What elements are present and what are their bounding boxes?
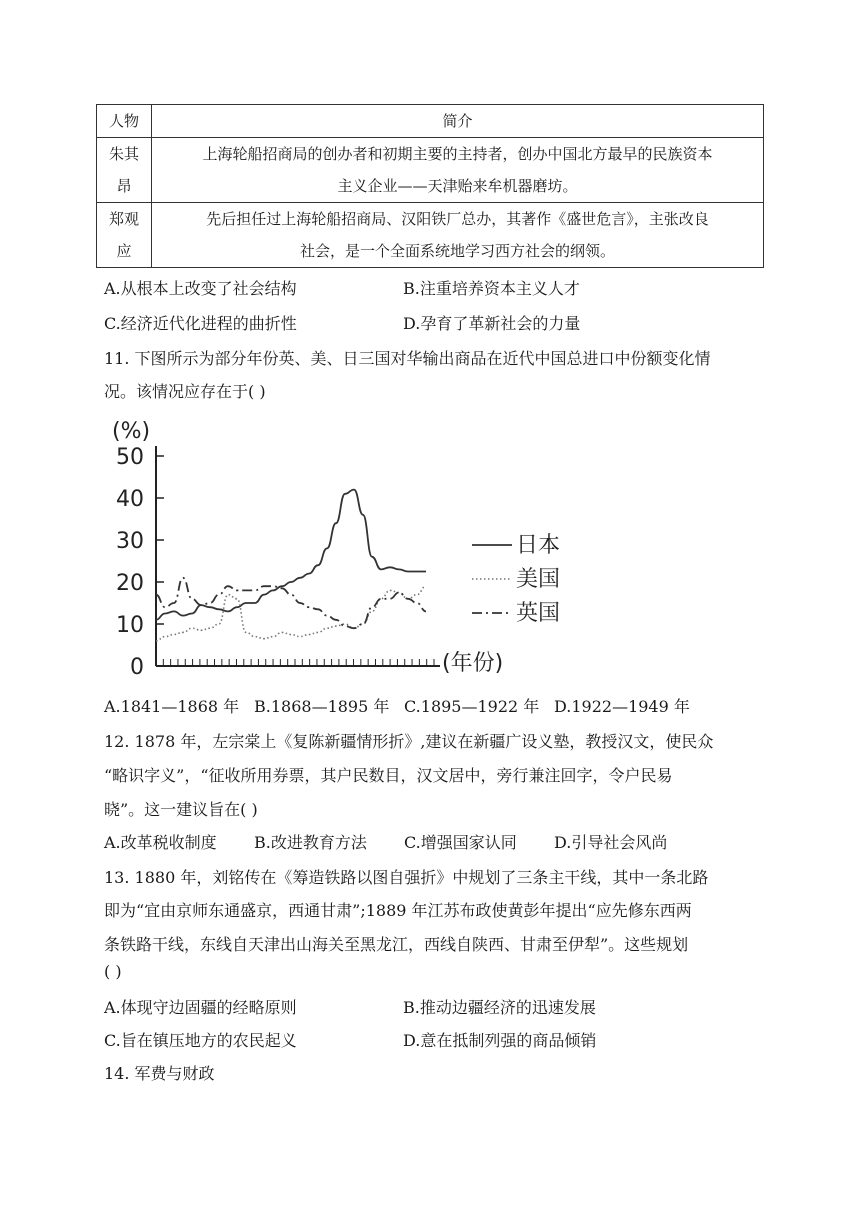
figure-intro-table [96, 104, 764, 268]
q12-stem-line: 12. 1878 年，左宗棠上《复陈新疆情形折》,建议在新疆广设义塾，教授汉文，使民众 [104, 732, 714, 751]
legend-label: 英国 [516, 601, 561, 626]
q13-stem-line: ( ) [104, 962, 122, 981]
legend-label: 美国 [516, 567, 561, 592]
share-line-chart [100, 412, 580, 684]
q11-option-a[interactable]: A.1841—1868 年 [104, 697, 240, 716]
table-cell-desc [152, 203, 764, 268]
name-line: 应 [116, 242, 132, 260]
table-header-name: 人物 [97, 105, 152, 138]
q12-stem-line: “略识字义”，“征收所用券票，其户民数目，汉文居中，旁行兼注回字，令户民易 [104, 766, 673, 785]
desc-line: 社会，是一个全面系统地学习西方社会的纲领。 [299, 242, 615, 260]
q11-option-c[interactable]: C.1895—1922 年 [404, 697, 540, 716]
q13-option-c[interactable]: C.旨在镇压地方的农民起义 [104, 1031, 297, 1050]
y-tick-label: 20 [116, 571, 144, 596]
table-row [97, 138, 764, 203]
table-header-row [97, 105, 764, 138]
y-tick-label: 0 [130, 655, 144, 680]
y-tick-label: 10 [116, 613, 144, 638]
y-axis-label: (%) [112, 419, 151, 444]
q10-option-d[interactable]: D.孕育了革新社会的力量 [403, 314, 581, 333]
q12-option-a[interactable]: A.改革税收制度 [104, 833, 217, 852]
name-line: 朱其 [108, 145, 139, 163]
q11-stem-line: 11. 下图所示为部分年份英、美、日三国对华输出商品在近代中国总进口中份额变化情 [104, 349, 711, 368]
series-line-日本 [156, 490, 426, 620]
y-tick-label: 40 [116, 487, 144, 512]
desc-line: 上海轮船招商局的创办者和初期主要的主持者，创办中国北方最早的民族资本 [202, 145, 713, 163]
q12-option-b[interactable]: B.改进教育方法 [254, 833, 367, 852]
q11-stem-line: 况。该情况应存在于( ) [104, 382, 266, 401]
q13-stem-line: 条铁路干线，东线自天津出山海关至黑龙江，西线自陕西、甘肃至伊犁”。这些规划 [104, 935, 689, 954]
q12-option-c[interactable]: C.增强国家认同 [404, 833, 517, 852]
name-line: 昂 [116, 177, 132, 195]
q13-stem-line: 13. 1880 年，刘铭传在《筹造铁路以图自强折》中规划了三条主干线，其中一条北路 [104, 868, 709, 887]
q10-option-a[interactable]: A.从根本上改变了社会结构 [104, 279, 297, 298]
q13-option-a[interactable]: A.体现守边固疆的经略原则 [104, 998, 297, 1017]
q12-option-d[interactable]: D.引导社会风尚 [554, 833, 668, 852]
table-cell-name [97, 203, 152, 268]
q13-stem-line: 即为“宜由京师东通盛京，西通甘肃”;1889 年江苏布政使黄彭年提出“应先修东西两 [104, 901, 692, 920]
y-tick-label: 30 [116, 529, 144, 554]
y-tick-label: 50 [116, 445, 144, 470]
series-line-美国 [156, 586, 426, 641]
desc-line: 先后担任过上海轮船招商局、汉阳铁厂总办，其著作《盛世危言》，主张改良 [206, 210, 709, 228]
q11-option-b[interactable]: B.1868—1895 年 [254, 697, 390, 716]
name-line: 郑观 [108, 210, 139, 228]
q12-stem-line: 晓”。这一建议旨在( ) [104, 800, 258, 819]
desc-line: 主义企业——天津贻来牟机器磨坊。 [337, 177, 578, 195]
q10-option-c[interactable]: C.经济近代化进程的曲折性 [104, 314, 297, 333]
table-header-desc: 简介 [152, 105, 764, 138]
x-axis-label: (年份) [442, 651, 504, 676]
q14-stem-line: 14. 军费与财政 [104, 1064, 215, 1083]
series-line-英国 [156, 578, 426, 628]
q13-option-b[interactable]: B.推动边疆经济的迅速发展 [403, 998, 596, 1017]
table-row [97, 203, 764, 268]
q13-option-d[interactable]: D.意在抵制列强的商品倾销 [403, 1031, 597, 1050]
legend-label: 日本 [516, 533, 561, 558]
q11-option-d[interactable]: D.1922—1949 年 [554, 697, 690, 716]
q10-option-b[interactable]: B.注重培养资本主义人才 [403, 279, 580, 298]
table-cell-desc [152, 138, 764, 203]
table-cell-name [97, 138, 152, 203]
